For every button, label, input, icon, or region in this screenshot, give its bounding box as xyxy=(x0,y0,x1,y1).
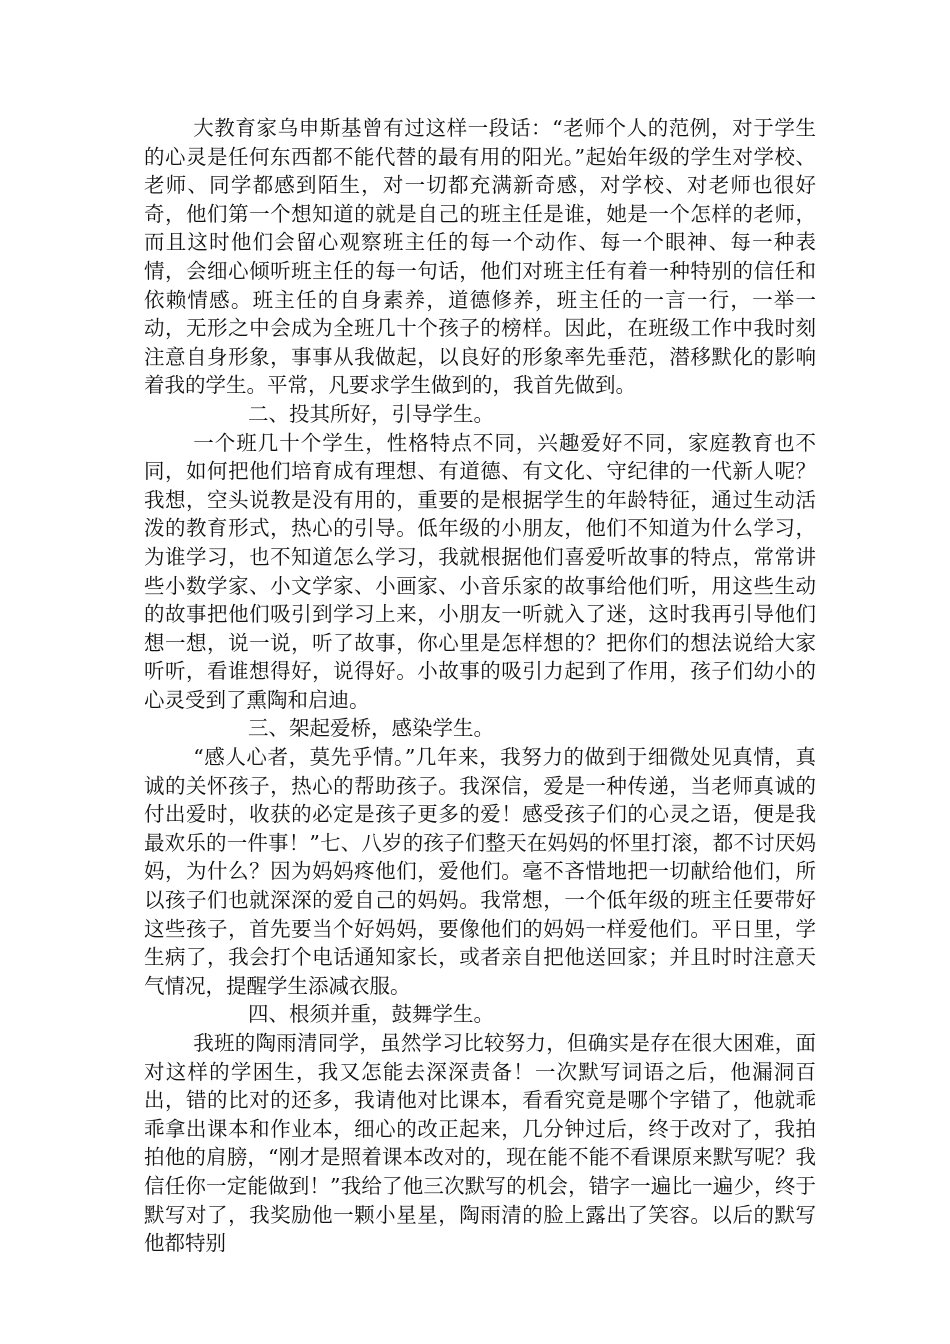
document-page xyxy=(144,114,816,1258)
paragraph-section-2: 一个班几十个学生，性格特点不同，兴趣爱好不同，家庭教育也不同，如何把他们培育成有理想、有道德、有文化、守纪律的一代新人呢？我想，空头说教是没有用的，重要的是根据学生的年龄特征，通过生动活泼的教育形式，热心的引导。低年级的小朋友，他们不知道为什么学习，为谁学习，也不知道怎么学习，我就根据他们喜爱听故事的特点，常常讲些小数学家、小文学家、小画家、小音乐家的故事给他们听，用这些生动的故事把他们吸引到学习上来，小朋友一听就入了迷，这时我再引导他们想一想，说一说，听了故事，你心里是怎样想的？把你们的想法说给大家听听，看谁想得好，说得好。小故事的吸引力起到了作用，孩子们幼小的心灵受到了熏陶和启迪。 xyxy=(144,430,816,712)
paragraph-section-3: “感人心者，莫先乎情。”几年来，我努力的做到于细微处见真情，真诚的关怀孩子，热心的帮助孩子。我深信，爱是一种传递，当老师真诚的付出爱时，收获的必定是孩子更多的爱！感受孩子们的心灵之语，便是我最欢乐的一件事！”七、八岁的孩子们整天在妈妈的怀里打滚，都不讨厌妈妈，为什么？因为妈妈疼他们，爱他们。毫不吝惜地把一切献给他们，所以孩子们也就深深的爱自己的妈妈。我常想，一个低年级的班主任要带好这些孩子，首先要当个好妈妈，要像他们的妈妈一样爱他们。平日里，学生病了，我会打个电话通知家长，或者亲自把他送回家；并且时时注意天气情况，提醒学生添减衣服。 xyxy=(144,745,816,998)
section-heading-2: 二、投其所好，引导学生。 xyxy=(248,401,494,426)
section-heading-4: 四、根须并重，鼓舞学生。 xyxy=(248,1002,494,1027)
section-heading-3: 三、架起爱桥，感染学生。 xyxy=(248,716,494,741)
paragraph-section-4: 我班的陶雨清同学，虽然学习比较努力，但确实是存在很大困难，面对这样的学困生，我又怎能去深深责备！一次默写词语之后，他漏洞百出，错的比对的还多，我请他对比课本，看看究竟是哪个字错了，他就乖乖拿出课本和作业本，细心的改正起来，几分钟过后，终于改对了，我拍拍他的肩膀，“刚才是照着课本改对的，现在能不能不看课原来默写呢？我信任你一定能做到！”我给了他三次默写的机会，错字一遍比一遍少，终于默写对了，我奖励他一颗小星星，陶雨清的脸上露出了笑容。以后的默写他都特别 xyxy=(144,1031,816,1256)
paragraph-intro: 大教育家乌申斯基曾有过这样一段话：“老师个人的范例，对于学生的心灵是任何东西都不能代替的最有用的阳光。”起始年级的学生对学校、老师、同学都感到陌生，对一切都充满新奇感，对学校、对老师也很好奇，他们第一个想知道的就是自己的班主任是谁，她是一个怎样的老师，而且这时他们会留心观察班主任的每一个动作、每一个眼神、每一种表情，会细心倾听班主任的每一句话，他们对班主任有着一种特别的信任和依赖情感。班主任的自身素养，道德修养，班主任的一言一行，一举一动，无形之中会成为全班几十个孩子的榜样。因此，在班级工作中我时刻注意自身形象，事事从我做起，以良好的形象率先垂范，潜移默化的影响着我的学生。平常，凡要求学生做到的，我首先做到。 xyxy=(144,116,816,398)
